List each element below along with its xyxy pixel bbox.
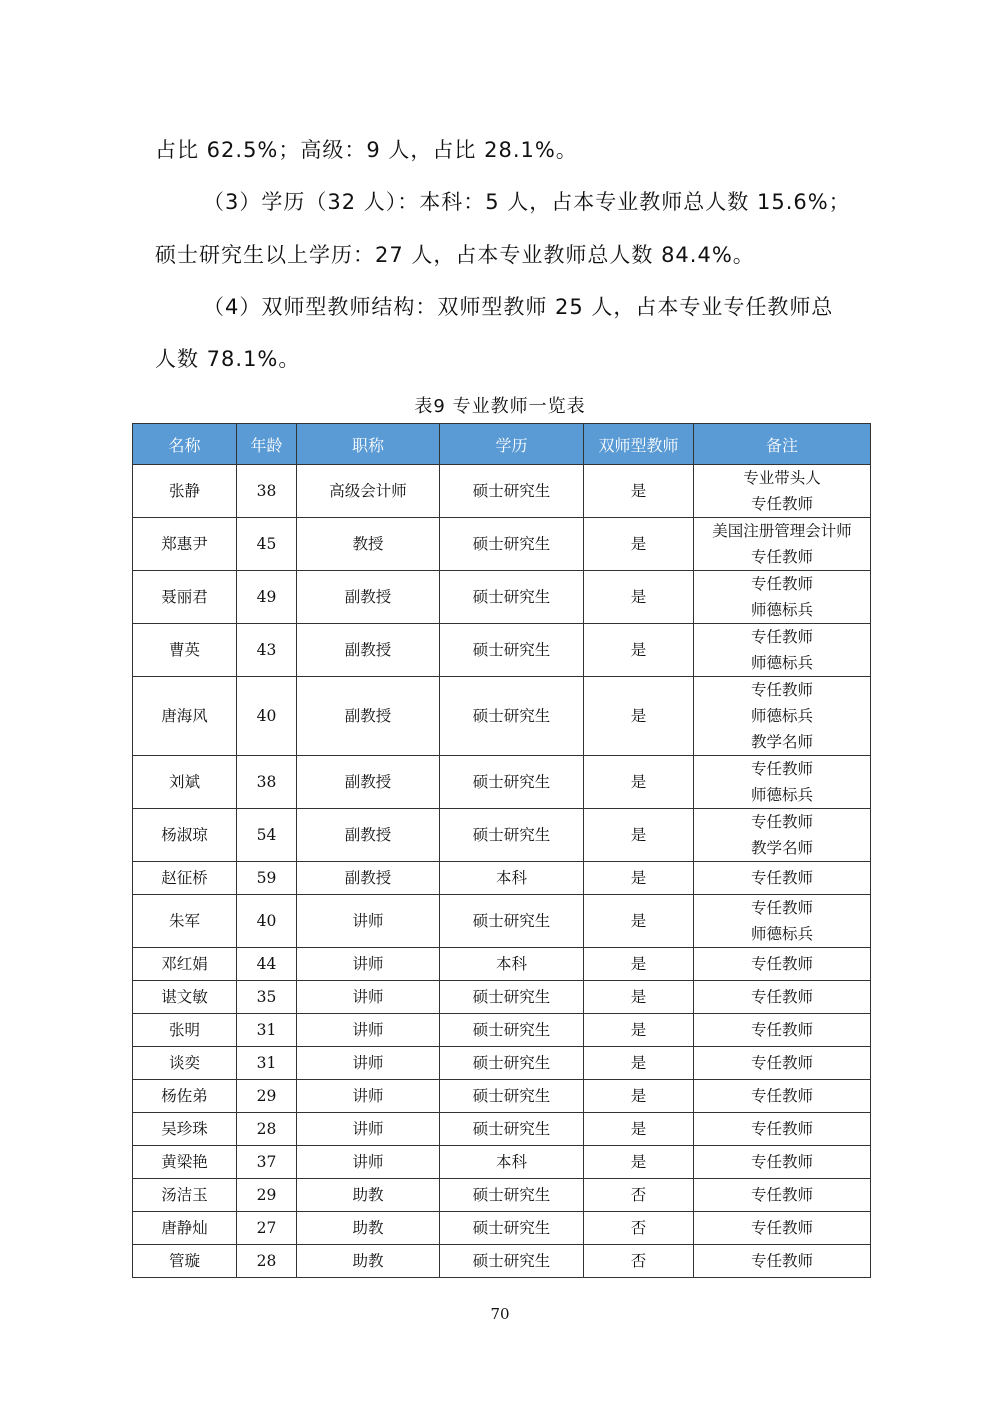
cell-dual-teacher: 是 bbox=[584, 465, 694, 518]
cell-notes bbox=[694, 809, 871, 862]
cell-education: 硕士研究生 bbox=[440, 624, 584, 677]
cell-education: 硕士研究生 bbox=[440, 895, 584, 948]
header-dual-teacher: 双师型教师 bbox=[584, 424, 694, 465]
cell-name: 郑惠尹 bbox=[133, 518, 237, 571]
faculty-table bbox=[132, 423, 871, 1278]
cell-education: 本科 bbox=[440, 1146, 584, 1179]
cell-notes bbox=[694, 1080, 871, 1113]
paragraph-education: （3）学历（32 人）：本科：5 人，占本专业教师总人数 15.6%； bbox=[203, 190, 851, 214]
cell-dual-teacher: 是 bbox=[584, 1047, 694, 1080]
cell-dual-teacher: 是 bbox=[584, 1080, 694, 1113]
cell-title: 助教 bbox=[297, 1212, 440, 1245]
cell-notes bbox=[694, 1113, 871, 1146]
paragraph-education-cont: 硕士研究生以上学历：27 人，占本专业教师总人数 84.4%。 bbox=[155, 243, 755, 267]
cell-notes bbox=[694, 1047, 871, 1080]
cell-age: 54 bbox=[237, 809, 297, 862]
cell-name: 吴珍珠 bbox=[133, 1113, 237, 1146]
cell-name: 谌文敏 bbox=[133, 981, 237, 1014]
cell-title: 讲师 bbox=[297, 1146, 440, 1179]
note-line: 师德标兵 bbox=[750, 601, 813, 619]
cell-name: 唐海风 bbox=[133, 677, 237, 756]
cell-age: 49 bbox=[237, 571, 297, 624]
cell-title: 副教授 bbox=[297, 624, 440, 677]
cell-dual-teacher: 是 bbox=[584, 862, 694, 895]
cell-education: 本科 bbox=[440, 948, 584, 981]
cell-dual-teacher: 是 bbox=[584, 1014, 694, 1047]
cell-name: 管璇 bbox=[133, 1245, 237, 1278]
header-education: 学历 bbox=[440, 424, 584, 465]
cell-notes bbox=[694, 895, 871, 948]
cell-notes bbox=[694, 1014, 871, 1047]
cell-name: 杨佐弟 bbox=[133, 1080, 237, 1113]
note-line: 美国注册管理会计师 bbox=[712, 522, 852, 540]
cell-title: 副教授 bbox=[297, 862, 440, 895]
note-line: 专任教师 bbox=[750, 1120, 813, 1138]
header-notes: 备注 bbox=[694, 424, 871, 465]
table-row bbox=[133, 677, 871, 756]
table-row bbox=[133, 624, 871, 677]
cell-name: 邓红娟 bbox=[133, 948, 237, 981]
cell-title: 讲师 bbox=[297, 895, 440, 948]
cell-notes bbox=[694, 677, 871, 756]
cell-name: 刘斌 bbox=[133, 756, 237, 809]
header-age: 年龄 bbox=[237, 424, 297, 465]
table-row bbox=[133, 862, 871, 895]
cell-dual-teacher: 否 bbox=[584, 1245, 694, 1278]
cell-age: 40 bbox=[237, 677, 297, 756]
cell-notes bbox=[694, 1212, 871, 1245]
cell-age: 38 bbox=[237, 465, 297, 518]
note-line: 教学名师 bbox=[750, 839, 813, 857]
cell-dual-teacher: 否 bbox=[584, 1212, 694, 1245]
cell-age: 29 bbox=[237, 1179, 297, 1212]
cell-name: 杨淑琼 bbox=[133, 809, 237, 862]
cell-education: 硕士研究生 bbox=[440, 1245, 584, 1278]
cell-notes bbox=[694, 948, 871, 981]
note-line: 专任教师 bbox=[750, 681, 813, 699]
cell-education: 硕士研究生 bbox=[440, 981, 584, 1014]
cell-dual-teacher: 是 bbox=[584, 809, 694, 862]
cell-title: 副教授 bbox=[297, 809, 440, 862]
cell-name: 张静 bbox=[133, 465, 237, 518]
cell-name: 张明 bbox=[133, 1014, 237, 1047]
cell-age: 28 bbox=[237, 1113, 297, 1146]
cell-dual-teacher: 是 bbox=[584, 1113, 694, 1146]
cell-age: 44 bbox=[237, 948, 297, 981]
cell-age: 27 bbox=[237, 1212, 297, 1245]
cell-dual-teacher: 是 bbox=[584, 571, 694, 624]
table-row bbox=[133, 1212, 871, 1245]
table-row bbox=[133, 981, 871, 1014]
note-line: 教学名师 bbox=[750, 733, 813, 751]
cell-name: 赵征桥 bbox=[133, 862, 237, 895]
note-line: 专任教师 bbox=[750, 813, 813, 831]
note-line: 专任教师 bbox=[750, 1021, 813, 1039]
cell-age: 43 bbox=[237, 624, 297, 677]
note-line: 专任教师 bbox=[750, 548, 813, 566]
cell-dual-teacher: 是 bbox=[584, 895, 694, 948]
table-row bbox=[133, 895, 871, 948]
table-row bbox=[133, 465, 871, 518]
note-line: 专任教师 bbox=[750, 575, 813, 593]
cell-name: 黄梁艳 bbox=[133, 1146, 237, 1179]
cell-education: 硕士研究生 bbox=[440, 1212, 584, 1245]
paragraph-dual-teacher-cont: 人数 78.1%。 bbox=[155, 347, 301, 371]
cell-education: 硕士研究生 bbox=[440, 756, 584, 809]
cell-dual-teacher: 是 bbox=[584, 948, 694, 981]
cell-notes bbox=[694, 624, 871, 677]
cell-title: 讲师 bbox=[297, 1113, 440, 1146]
table-row bbox=[133, 756, 871, 809]
paragraph-dual-teacher: （4）双师型教师结构：双师型教师 25 人，占本专业专任教师总 bbox=[203, 295, 834, 319]
cell-title: 副教授 bbox=[297, 571, 440, 624]
note-line: 专任教师 bbox=[750, 955, 813, 973]
table-row bbox=[133, 1014, 871, 1047]
cell-education: 硕士研究生 bbox=[440, 1047, 584, 1080]
note-line: 专任教师 bbox=[750, 1252, 813, 1270]
cell-title: 讲师 bbox=[297, 948, 440, 981]
table-row bbox=[133, 948, 871, 981]
cell-dual-teacher: 否 bbox=[584, 1179, 694, 1212]
table-caption: 表9 专业教师一览表 bbox=[414, 396, 586, 417]
table-row bbox=[133, 809, 871, 862]
cell-name: 聂丽君 bbox=[133, 571, 237, 624]
note-line: 专任教师 bbox=[750, 869, 813, 887]
cell-title: 讲师 bbox=[297, 981, 440, 1014]
cell-title: 副教授 bbox=[297, 756, 440, 809]
cell-education: 硕士研究生 bbox=[440, 1179, 584, 1212]
cell-education: 硕士研究生 bbox=[440, 1080, 584, 1113]
table-header-row bbox=[133, 424, 871, 465]
note-line: 专任教师 bbox=[750, 899, 813, 917]
table-body bbox=[133, 465, 871, 1278]
cell-age: 31 bbox=[237, 1014, 297, 1047]
note-line: 专任教师 bbox=[750, 1054, 813, 1072]
note-line: 专任教师 bbox=[750, 1219, 813, 1237]
cell-age: 31 bbox=[237, 1047, 297, 1080]
cell-notes bbox=[694, 571, 871, 624]
note-line: 专任教师 bbox=[750, 988, 813, 1006]
cell-name: 朱军 bbox=[133, 895, 237, 948]
table-row bbox=[133, 1146, 871, 1179]
cell-age: 28 bbox=[237, 1245, 297, 1278]
cell-age: 37 bbox=[237, 1146, 297, 1179]
cell-dual-teacher: 是 bbox=[584, 677, 694, 756]
cell-notes bbox=[694, 465, 871, 518]
note-line: 专业带头人 bbox=[743, 469, 821, 487]
table-row bbox=[133, 571, 871, 624]
cell-title: 讲师 bbox=[297, 1047, 440, 1080]
cell-age: 45 bbox=[237, 518, 297, 571]
page-number: 70 bbox=[490, 1305, 510, 1323]
cell-name: 曹英 bbox=[133, 624, 237, 677]
cell-notes bbox=[694, 981, 871, 1014]
cell-age: 40 bbox=[237, 895, 297, 948]
cell-title: 教授 bbox=[297, 518, 440, 571]
cell-education: 硕士研究生 bbox=[440, 465, 584, 518]
cell-notes bbox=[694, 756, 871, 809]
cell-dual-teacher: 是 bbox=[584, 518, 694, 571]
note-line: 专任教师 bbox=[750, 628, 813, 646]
cell-title: 副教授 bbox=[297, 677, 440, 756]
cell-notes bbox=[694, 1146, 871, 1179]
cell-notes bbox=[694, 518, 871, 571]
cell-education: 硕士研究生 bbox=[440, 677, 584, 756]
note-line: 专任教师 bbox=[750, 495, 813, 513]
cell-notes bbox=[694, 862, 871, 895]
cell-title: 助教 bbox=[297, 1179, 440, 1212]
cell-title: 讲师 bbox=[297, 1080, 440, 1113]
note-line: 专任教师 bbox=[750, 760, 813, 778]
cell-dual-teacher: 是 bbox=[584, 756, 694, 809]
header-title: 职称 bbox=[297, 424, 440, 465]
cell-dual-teacher: 是 bbox=[584, 624, 694, 677]
cell-title: 助教 bbox=[297, 1245, 440, 1278]
cell-notes bbox=[694, 1179, 871, 1212]
cell-name: 谈奕 bbox=[133, 1047, 237, 1080]
cell-name: 汤洁玉 bbox=[133, 1179, 237, 1212]
cell-education: 本科 bbox=[440, 862, 584, 895]
table-row bbox=[133, 1113, 871, 1146]
table-row bbox=[133, 1080, 871, 1113]
cell-age: 29 bbox=[237, 1080, 297, 1113]
note-line: 专任教师 bbox=[750, 1153, 813, 1171]
note-line: 专任教师 bbox=[750, 1087, 813, 1105]
cell-education: 硕士研究生 bbox=[440, 809, 584, 862]
cell-notes bbox=[694, 1245, 871, 1278]
cell-education: 硕士研究生 bbox=[440, 518, 584, 571]
cell-dual-teacher: 是 bbox=[584, 1146, 694, 1179]
note-line: 师德标兵 bbox=[750, 786, 813, 804]
table-row bbox=[133, 1245, 871, 1278]
cell-education: 硕士研究生 bbox=[440, 571, 584, 624]
cell-education: 硕士研究生 bbox=[440, 1113, 584, 1146]
note-line: 专任教师 bbox=[750, 1186, 813, 1204]
cell-age: 38 bbox=[237, 756, 297, 809]
paragraph-senior-ratio: 占比 62.5%；高级：9 人，占比 28.1%。 bbox=[155, 138, 578, 162]
table-row bbox=[133, 1179, 871, 1212]
cell-dual-teacher: 是 bbox=[584, 981, 694, 1014]
table-row bbox=[133, 518, 871, 571]
note-line: 师德标兵 bbox=[750, 654, 813, 672]
cell-title: 讲师 bbox=[297, 1014, 440, 1047]
cell-name: 唐静灿 bbox=[133, 1212, 237, 1245]
note-line: 师德标兵 bbox=[750, 925, 813, 943]
cell-age: 59 bbox=[237, 862, 297, 895]
note-line: 师德标兵 bbox=[750, 707, 813, 725]
cell-title: 高级会计师 bbox=[297, 465, 440, 518]
header-name: 名称 bbox=[133, 424, 237, 465]
cell-education: 硕士研究生 bbox=[440, 1014, 584, 1047]
table-row bbox=[133, 1047, 871, 1080]
cell-age: 35 bbox=[237, 981, 297, 1014]
